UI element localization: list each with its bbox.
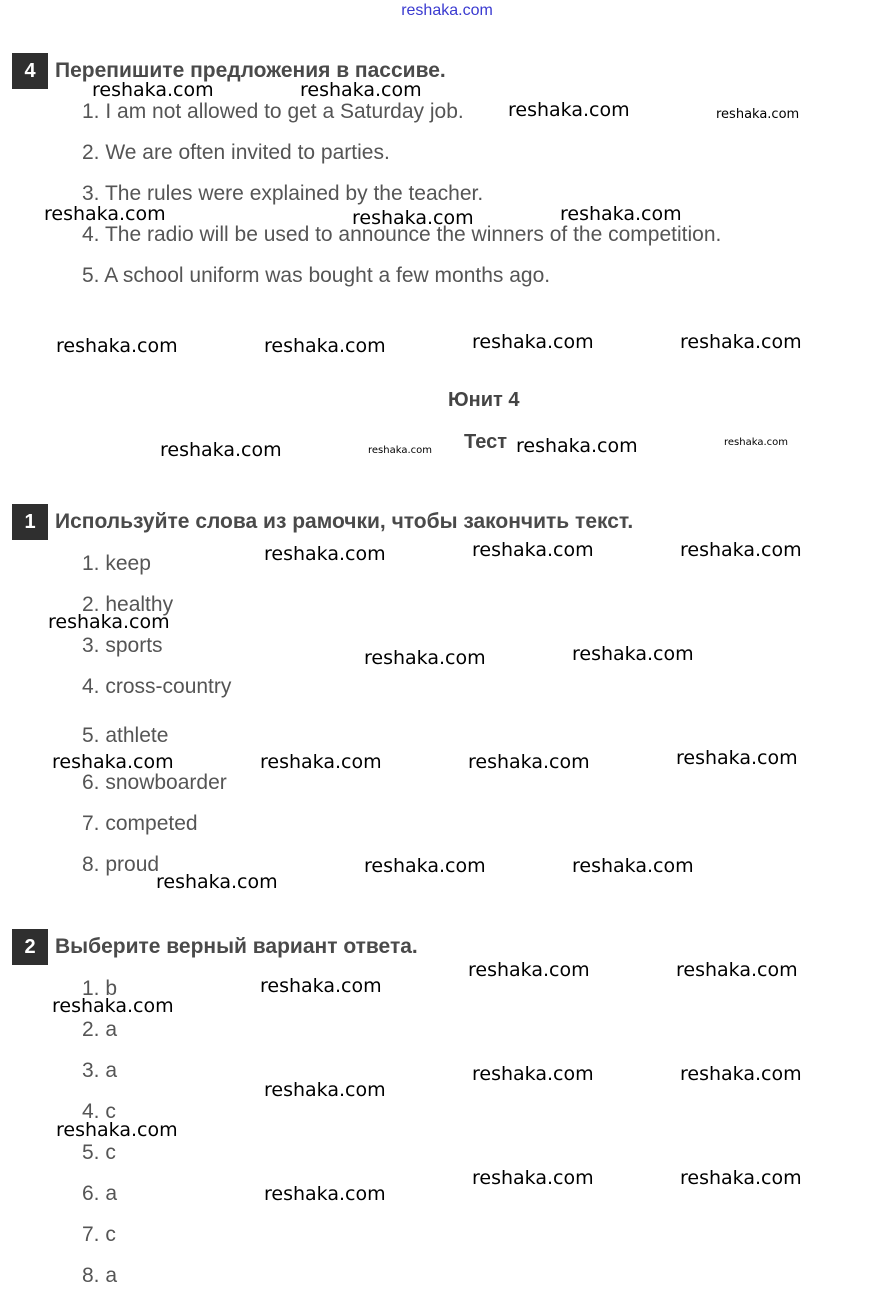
watermark: reshaka.com: [572, 855, 694, 877]
task-2-line-6: 6. a: [82, 1182, 118, 1205]
task-2-line-3: 3. a: [82, 1059, 118, 1082]
watermark: reshaka.com: [44, 203, 166, 225]
task-4-line-3: 3. The rules were explained by the teacher.: [82, 182, 484, 205]
unit-subtitle: Тест: [464, 431, 507, 453]
watermark: reshaka.com: [472, 1167, 594, 1189]
watermark: reshaka.com: [676, 959, 798, 981]
watermark: reshaka.com: [472, 1063, 594, 1085]
watermark: reshaka.com: [508, 99, 630, 121]
task-4-line-5: 5. A school uniform was bought a few months ago.: [82, 264, 551, 287]
watermark: reshaka.com: [56, 1119, 178, 1141]
watermark: reshaka.com: [364, 855, 486, 877]
task-4-line-4: 4. The radio will be used to announce the winners of the competition.: [82, 223, 722, 246]
watermark: reshaka.com: [368, 445, 432, 456]
task-1-title: Используйте слова из рамочки, чтобы закончить текст.: [55, 510, 634, 533]
watermark: reshaka.com: [160, 439, 282, 461]
watermark: reshaka.com: [56, 335, 178, 357]
task-2-line-4: 4. c: [82, 1100, 116, 1123]
watermark: reshaka.com: [680, 331, 802, 353]
task-1-number: 1: [12, 504, 48, 540]
unit-title: Юнит 4: [448, 389, 520, 411]
task-2-line-8: 8. a: [82, 1264, 118, 1287]
site-header[interactable]: reshaka.com: [401, 2, 493, 19]
task-2-line-1: 1. b: [82, 977, 118, 1000]
watermark: reshaka.com: [716, 107, 800, 122]
task-2-line-7: 7. c: [82, 1223, 116, 1246]
watermark: reshaka.com: [48, 611, 170, 633]
watermark: reshaka.com: [352, 207, 474, 229]
watermark: reshaka.com: [472, 331, 594, 353]
watermark: reshaka.com: [680, 1167, 802, 1189]
watermark: reshaka.com: [264, 1183, 386, 1205]
watermark: reshaka.com: [676, 747, 798, 769]
watermark: reshaka.com: [572, 643, 694, 665]
task-4-line-1: 1. I am not allowed to get a Saturday job.: [82, 100, 464, 123]
task-1-line-7: 7. competed: [82, 812, 198, 835]
task-4-line-2: 2. We are often invited to parties.: [82, 141, 390, 164]
task-1-line-4: 4. cross-country: [82, 675, 232, 698]
task-2-title: Выберите верный вариант ответа.: [55, 935, 418, 958]
task-2-number: 2: [12, 929, 48, 965]
task-1-line-6: 6. snowboarder: [82, 771, 227, 794]
watermark: reshaka.com: [468, 751, 590, 773]
task-4-title: Перепишите предложения в пассиве.: [55, 59, 446, 82]
task-4-number: 4: [12, 53, 48, 89]
task-1-line-2: 2. healthy: [82, 593, 174, 616]
watermark: reshaka.com: [516, 435, 638, 457]
watermark: reshaka.com: [468, 959, 590, 981]
task-2-line-2: 2. a: [82, 1018, 118, 1041]
watermark: reshaka.com: [680, 539, 802, 561]
watermark: reshaka.com: [264, 335, 386, 357]
task-1-line-8: 8. proud: [82, 853, 160, 876]
watermark: reshaka.com: [52, 995, 174, 1017]
watermark: reshaka.com: [300, 79, 422, 101]
watermark: reshaka.com: [92, 79, 214, 101]
watermark: reshaka.com: [264, 543, 386, 565]
watermark: reshaka.com: [364, 647, 486, 669]
task-1-line-3: 3. sports: [82, 634, 163, 657]
watermark: reshaka.com: [260, 975, 382, 997]
task-1-line-1: 1. keep: [82, 552, 151, 575]
watermark: reshaka.com: [52, 751, 174, 773]
watermark: reshaka.com: [724, 437, 788, 448]
watermark: reshaka.com: [264, 1079, 386, 1101]
watermark: reshaka.com: [260, 751, 382, 773]
watermark: reshaka.com: [560, 203, 682, 225]
watermark: reshaka.com: [156, 871, 278, 893]
task-1-line-5: 5. athlete: [82, 724, 169, 747]
task-2-line-5: 5. c: [82, 1141, 116, 1164]
watermark: reshaka.com: [472, 539, 594, 561]
watermark: reshaka.com: [680, 1063, 802, 1085]
